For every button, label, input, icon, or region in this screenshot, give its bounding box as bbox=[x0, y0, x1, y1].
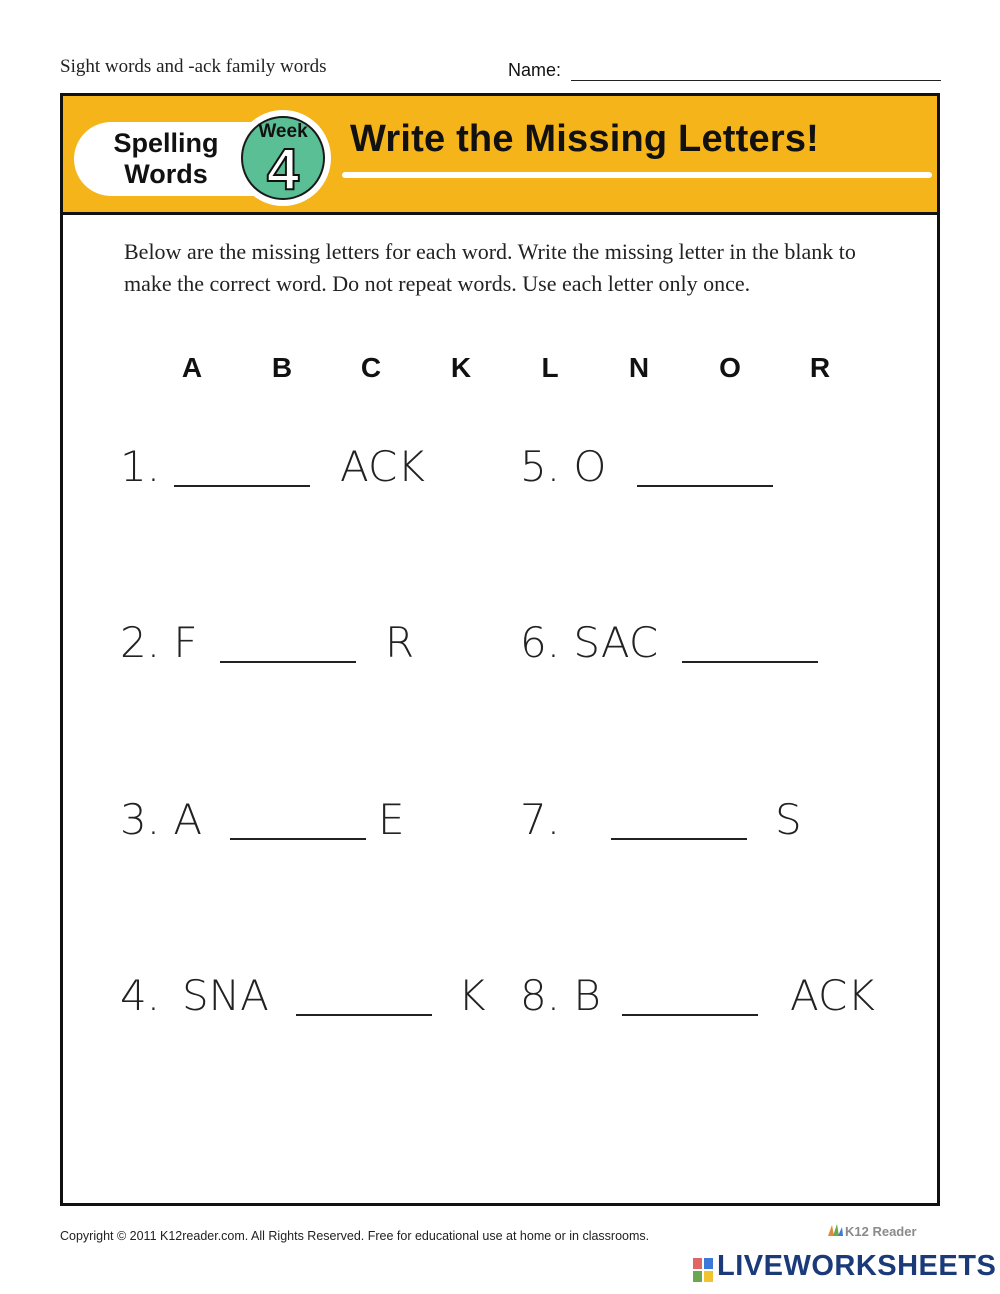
copyright-text: Copyright © 2011 K12reader.com. All Rights Reserved. Free for educational use at home or in classrooms. bbox=[60, 1229, 650, 1243]
letter-bank-item: N bbox=[628, 352, 650, 383]
exercise-4-before: SNA bbox=[182, 971, 269, 1020]
exercise-4-after: K bbox=[458, 971, 486, 1020]
exercise-3-after: E bbox=[378, 795, 405, 844]
letter-bank-item: A bbox=[181, 352, 203, 383]
letter-bank-item: K bbox=[450, 352, 472, 383]
letter-bank-item: L bbox=[541, 352, 559, 383]
exercise-7-blank[interactable] bbox=[611, 838, 747, 840]
exercise-8-blank[interactable] bbox=[622, 1014, 758, 1016]
exercise-1-number: 1. bbox=[120, 442, 161, 491]
spelling-words-label: Spelling Words bbox=[113, 128, 219, 189]
exercise-7-after: S bbox=[775, 795, 802, 844]
exercise-1-blank[interactable] bbox=[174, 485, 310, 487]
letter-bank-item: C bbox=[360, 352, 382, 383]
exercise-2-after: R bbox=[385, 618, 415, 667]
letter-bank-item: R bbox=[809, 352, 831, 383]
exercise-7-number: 7. bbox=[520, 795, 561, 844]
exercise-2-number: 2. F bbox=[120, 618, 198, 667]
exercise-8-after: ACK bbox=[790, 971, 875, 1020]
letter-bank-item: B bbox=[271, 352, 293, 383]
k12-reader-logo: K12 Reader bbox=[845, 1224, 917, 1239]
exercise-6-blank[interactable] bbox=[682, 661, 818, 663]
exercise-3-number: 3. A bbox=[120, 795, 203, 844]
exercise-1-after: ACK bbox=[340, 442, 425, 491]
name-label: Name: bbox=[508, 60, 562, 80]
week-number: 4 bbox=[266, 137, 300, 202]
instructions-text: Below are the missing letters for each word. Write the missing letter in the blank to make the correct word. Do not repeat words. Use each letter only once. bbox=[124, 239, 856, 296]
liveworksheets-icon bbox=[693, 1258, 713, 1282]
exercise-5-blank[interactable] bbox=[637, 485, 773, 487]
liveworksheets-logo[interactable]: LIVEWORKSHEETS bbox=[717, 1250, 997, 1282]
exercise-6-number: 6. SAC bbox=[520, 618, 659, 667]
letter-bank-item: O bbox=[719, 352, 741, 383]
exercise-8-number: 8. B bbox=[520, 971, 601, 1020]
worksheet-title: Write the Missing Letters! bbox=[350, 118, 820, 160]
exercise-2-blank[interactable] bbox=[220, 661, 356, 663]
name-input-line[interactable] bbox=[571, 80, 941, 81]
k12-leaf-icon bbox=[826, 1222, 844, 1238]
week-label: Week bbox=[258, 121, 308, 142]
worksheet-subtitle: Sight words and -ack family words bbox=[60, 56, 327, 77]
exercise-4-blank[interactable] bbox=[296, 1014, 432, 1016]
exercise-4-number: 4. bbox=[120, 971, 161, 1020]
title-underline bbox=[342, 172, 932, 178]
exercise-3-blank[interactable] bbox=[230, 838, 366, 840]
exercise-5-number: 5. O bbox=[520, 442, 607, 491]
